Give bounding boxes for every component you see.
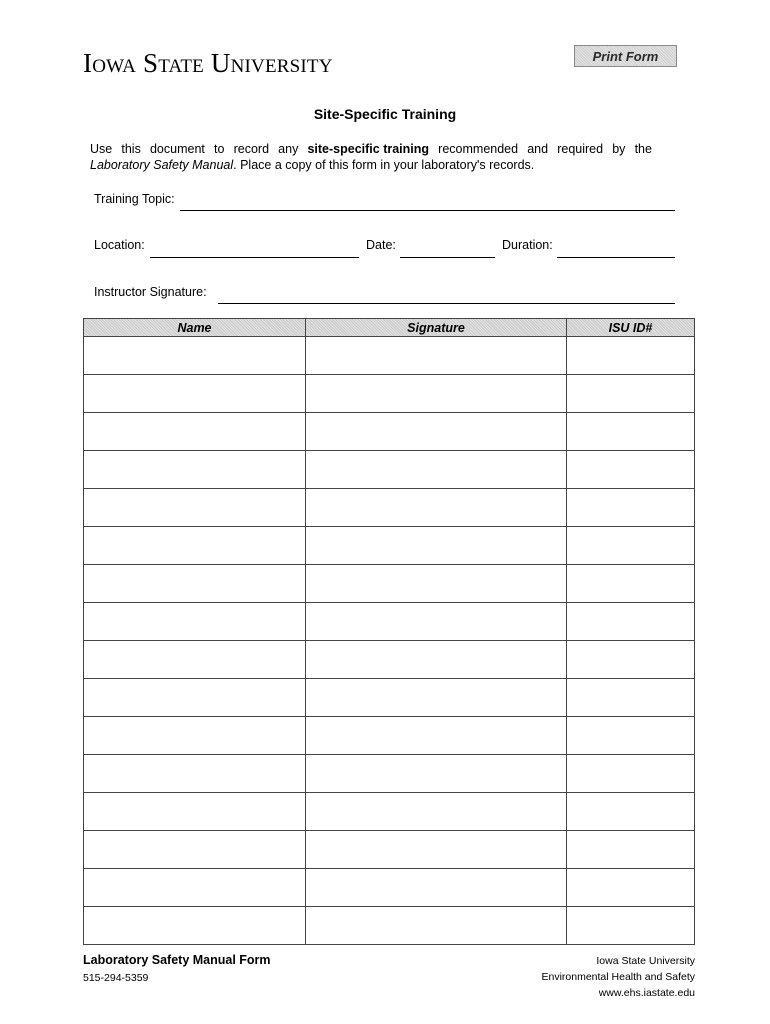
intro-line-2 (90, 157, 652, 173)
intro-word: record (233, 142, 270, 156)
isu-id-cell[interactable] (567, 527, 695, 565)
intro-emphasis: site-specific training (307, 142, 430, 156)
name-cell[interactable] (84, 793, 306, 831)
signature-cell[interactable] (306, 831, 567, 869)
isu-id-cell[interactable] (567, 489, 695, 527)
intro-word: required (557, 142, 604, 156)
date-field[interactable] (400, 243, 495, 258)
isu-id-cell[interactable] (567, 907, 695, 945)
signature-cell[interactable] (306, 907, 567, 945)
table-row (84, 755, 695, 793)
signature-cell[interactable] (306, 451, 567, 489)
signature-cell[interactable] (306, 413, 567, 451)
intro-word: recommended (438, 142, 519, 156)
signature-cell[interactable] (306, 793, 567, 831)
footer-website: www.ehs.iastate.edu (598, 987, 695, 999)
name-cell[interactable] (84, 565, 306, 603)
table-row (84, 451, 695, 489)
isu-id-cell[interactable] (567, 413, 695, 451)
training-topic-label: Training Topic: (94, 192, 175, 206)
name-cell[interactable] (84, 527, 306, 565)
intro-word: Use (90, 142, 113, 156)
location-field[interactable] (150, 243, 359, 258)
intro-word: by (612, 142, 626, 156)
duration-label: Duration: (502, 238, 553, 252)
intro-line-2-rest: . Place a copy of this form in your laboratory's records. (233, 158, 535, 172)
name-cell[interactable] (84, 375, 306, 413)
name-cell[interactable] (84, 413, 306, 451)
name-cell[interactable] (84, 489, 306, 527)
table-row (84, 527, 695, 565)
signature-cell[interactable] (306, 337, 567, 375)
signature-cell[interactable] (306, 755, 567, 793)
signature-cell[interactable] (306, 527, 567, 565)
isu-id-cell[interactable] (567, 375, 695, 413)
table-row (84, 337, 695, 375)
intro-word: any (278, 142, 299, 156)
table-row (84, 907, 695, 945)
footer-phone: 515-294-5359 (83, 972, 149, 984)
table-row (84, 375, 695, 413)
name-cell[interactable] (84, 603, 306, 641)
isu-id-cell[interactable] (567, 337, 695, 375)
intro-word: document (149, 142, 205, 156)
signature-cell[interactable] (306, 679, 567, 717)
location-label: Location: (94, 238, 145, 252)
column-header-isu-id: ISU ID# (567, 319, 695, 337)
signature-cell[interactable] (306, 489, 567, 527)
name-cell[interactable] (84, 907, 306, 945)
training-topic-field[interactable] (180, 196, 675, 211)
column-header-name: Name (84, 319, 306, 337)
table-row (84, 717, 695, 755)
signature-cell[interactable] (306, 869, 567, 907)
intro-word: the (634, 142, 652, 156)
date-label: Date: (366, 238, 396, 252)
manual-name: Laboratory Safety Manual (90, 158, 234, 172)
isu-id-cell[interactable] (567, 451, 695, 489)
duration-field[interactable] (557, 243, 675, 258)
footer-university: Iowa State University (596, 955, 695, 967)
table-row (84, 413, 695, 451)
name-cell[interactable] (84, 679, 306, 717)
name-cell[interactable] (84, 641, 306, 679)
signature-cell[interactable] (306, 603, 567, 641)
isu-id-cell[interactable] (567, 869, 695, 907)
university-logo: Iowa State University (83, 48, 333, 78)
table-row (84, 679, 695, 717)
table-row (84, 565, 695, 603)
table-row (84, 641, 695, 679)
intro-line-1 (90, 141, 652, 157)
instructor-signature-field[interactable] (218, 289, 675, 304)
table-row (84, 603, 695, 641)
name-cell[interactable] (84, 755, 306, 793)
isu-id-cell[interactable] (567, 679, 695, 717)
name-cell[interactable] (84, 451, 306, 489)
table-header-row (84, 319, 695, 337)
footer-department: Environmental Health and Safety (541, 971, 695, 983)
footer-organization (541, 953, 695, 1001)
signature-cell[interactable] (306, 641, 567, 679)
isu-id-cell[interactable] (567, 565, 695, 603)
isu-id-cell[interactable] (567, 717, 695, 755)
intro-word: and (527, 142, 549, 156)
footer-form-name: Laboratory Safety Manual Form (83, 953, 271, 967)
table-row (84, 869, 695, 907)
intro-paragraph (90, 141, 652, 173)
table-row (84, 793, 695, 831)
signature-cell[interactable] (306, 375, 567, 413)
name-cell[interactable] (84, 831, 306, 869)
isu-id-cell[interactable] (567, 603, 695, 641)
name-cell[interactable] (84, 717, 306, 755)
table-row (84, 489, 695, 527)
isu-id-cell[interactable] (567, 641, 695, 679)
isu-id-cell[interactable] (567, 831, 695, 869)
column-header-signature: Signature (306, 319, 567, 337)
print-form-button[interactable]: Print Form (574, 45, 677, 67)
isu-id-cell[interactable] (567, 793, 695, 831)
name-cell[interactable] (84, 337, 306, 375)
signature-cell[interactable] (306, 565, 567, 603)
name-cell[interactable] (84, 869, 306, 907)
table-row (84, 831, 695, 869)
instructor-signature-label: Instructor Signature: (94, 285, 207, 299)
intro-word: to (214, 142, 225, 156)
attendance-table (83, 318, 695, 945)
intro-word: this (121, 142, 141, 156)
signature-cell[interactable] (306, 717, 567, 755)
isu-id-cell[interactable] (567, 755, 695, 793)
form-title: Site-Specific Training (313, 106, 457, 122)
